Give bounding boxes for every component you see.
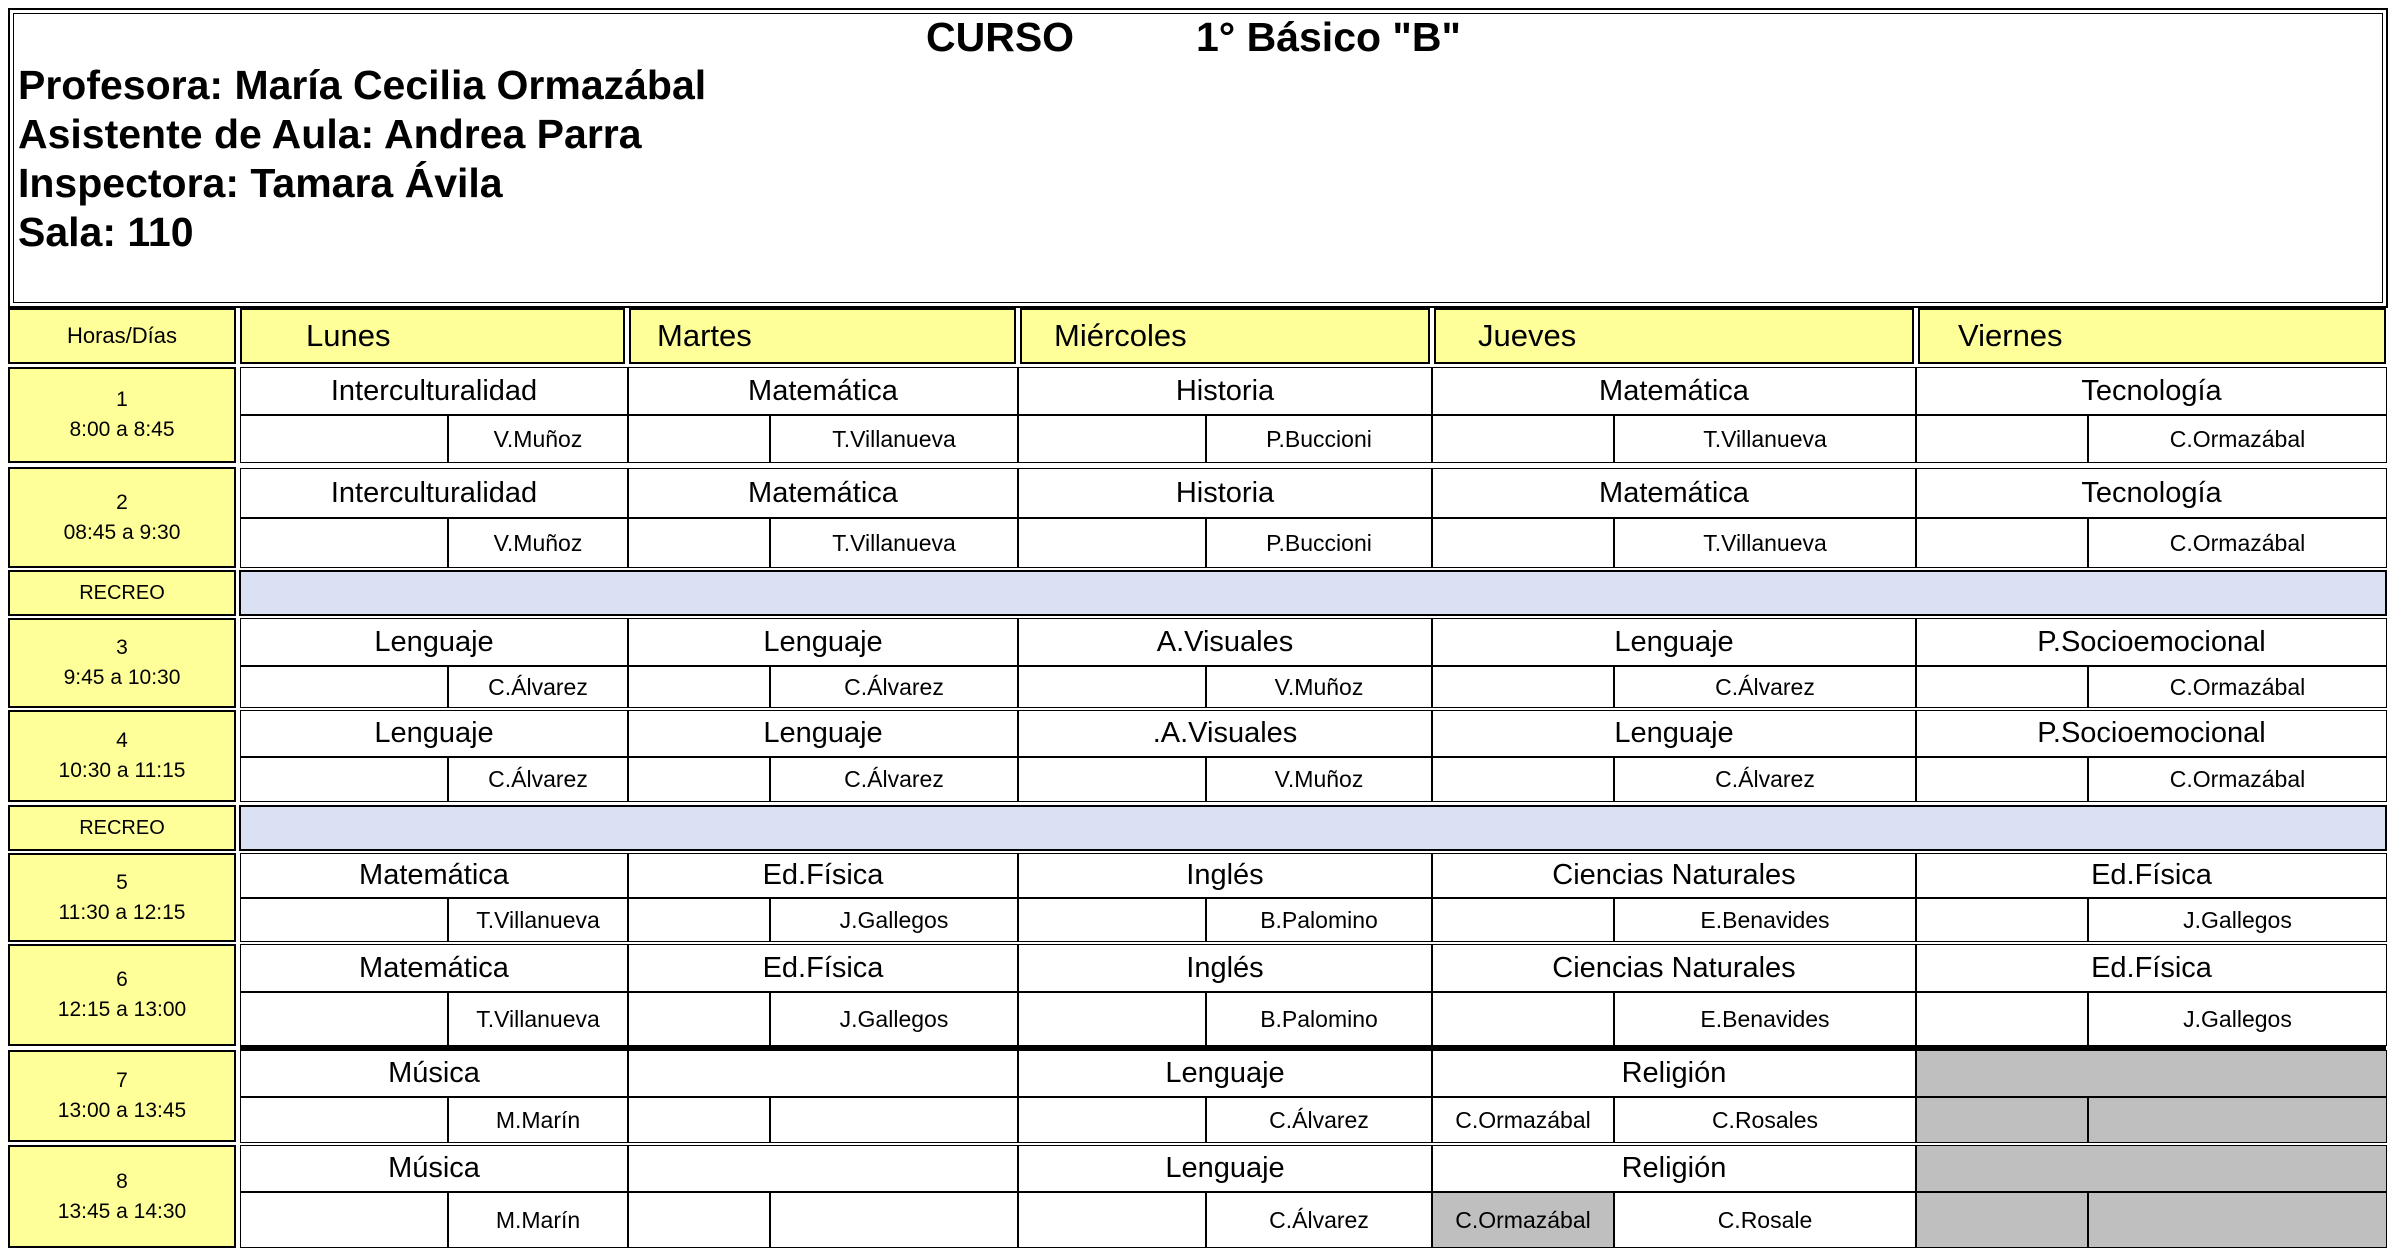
- hour-cell-1: [8, 367, 236, 463]
- teacher-cell-left: [240, 898, 448, 942]
- teacher-cell-lunes: T.Villanueva: [448, 898, 628, 942]
- teacher-cell-miercoles: P.Buccioni: [1206, 415, 1432, 463]
- recreo-band-1: [239, 570, 2387, 616]
- teacher-cell-miercoles: B.Palomino: [1206, 992, 1432, 1046]
- subject-cell-miercoles: A.Visuales: [1018, 618, 1432, 666]
- day-header-viernes: Viernes: [1918, 308, 2386, 364]
- period-number: 5: [116, 870, 128, 894]
- day-header-jueves: Jueves: [1434, 308, 1914, 364]
- corner-header: Horas/Días: [8, 308, 236, 364]
- subject-cell-lunes: Lenguaje: [240, 710, 628, 757]
- period-time: 10:30 a 11:15: [58, 759, 186, 782]
- subject-cell-martes: Ed.Física: [628, 853, 1018, 898]
- teacher-cell-left: [1916, 992, 2088, 1046]
- subject-cell-viernes: Ed.Física: [1916, 853, 2387, 898]
- subject-cell-miercoles: .A.Visuales: [1018, 710, 1432, 757]
- curso-label: CURSO: [926, 14, 1075, 60]
- teacher-cell-left: [1916, 518, 2088, 568]
- teacher-cell-left: [1916, 757, 2088, 802]
- teacher-cell-jueves: C.Rosales: [1614, 1097, 1916, 1143]
- subject-cell-martes: [628, 1145, 1018, 1192]
- teacher-cell-left: [1018, 1097, 1206, 1143]
- teacher-cell-left: [628, 757, 770, 802]
- period-time: 13:45 a 14:30: [57, 1199, 187, 1223]
- day-header-martes: Martes: [629, 308, 1016, 364]
- subject-cell-lunes: Lenguaje: [240, 618, 628, 666]
- teacher-cell-lunes: M.Marín: [448, 1192, 628, 1248]
- teacher-cell-lunes: T.Villanueva: [448, 992, 628, 1046]
- subject-cell-jueves: Religión: [1432, 1145, 1916, 1192]
- subject-cell-viernes: P.Socioemocional: [1916, 618, 2387, 666]
- teacher-cell-lunes: M.Marín: [448, 1097, 628, 1143]
- teacher-cell-left: [1018, 666, 1206, 708]
- teacher-cell-viernes: J.Gallegos: [2088, 898, 2387, 942]
- subject-cell-miercoles: Lenguaje: [1018, 1145, 1432, 1192]
- teacher-cell-left: [628, 1192, 770, 1248]
- day-header-lunes: Lunes: [240, 308, 625, 364]
- teacher-cell-left: [1018, 898, 1206, 942]
- teacher-cell-left: [240, 415, 448, 463]
- subject-cell-lunes: Música: [240, 1145, 628, 1192]
- teacher-cell-left: [628, 518, 770, 568]
- teacher-cell-left: [240, 757, 448, 802]
- teacher-cell-martes: J.Gallegos: [770, 992, 1018, 1046]
- teacher-cell-martes: J.Gallegos: [770, 898, 1018, 942]
- period-number: 8: [116, 1169, 128, 1193]
- teacher-cell-left: [1916, 1192, 2088, 1248]
- subject-cell-viernes: [1916, 1050, 2387, 1097]
- teacher-cell-left: [240, 666, 448, 708]
- teacher-cell-miercoles: P.Buccioni: [1206, 518, 1432, 568]
- subject-cell-martes: Matemática: [628, 468, 1018, 518]
- teacher-cell-viernes: J.Gallegos: [2088, 992, 2387, 1046]
- teacher-cell-left: [1916, 415, 2088, 463]
- teacher-cell-miercoles: C.Álvarez: [1206, 1097, 1432, 1143]
- hour-cell-2: [8, 467, 236, 568]
- period-time: 11:30 a 12:15: [58, 900, 186, 924]
- subject-cell-martes: Lenguaje: [628, 618, 1018, 666]
- subject-cell-miercoles: Inglés: [1018, 853, 1432, 898]
- period-number: 7: [116, 1069, 128, 1092]
- teacher-cell-lunes: C.Álvarez: [448, 757, 628, 802]
- teacher-cell-lunes: V.Muñoz: [448, 518, 628, 568]
- teacher-cell-viernes: C.Ormazábal: [2088, 415, 2387, 463]
- subject-cell-miercoles: Historia: [1018, 367, 1432, 415]
- teacher-cell-left: [1916, 1097, 2088, 1143]
- subject-cell-martes: Ed.Física: [628, 944, 1018, 992]
- period-time: 13:00 a 13:45: [57, 1099, 187, 1122]
- afternoon-separator: [240, 1045, 2386, 1050]
- teacher-cell-left: C.Ormazábal: [1432, 1192, 1614, 1248]
- teacher-cell-left: [1916, 898, 2088, 942]
- recreo-band-2: [239, 805, 2387, 851]
- teacher-cell-miercoles: V.Muñoz: [1206, 666, 1432, 708]
- teacher-cell-jueves: T.Villanueva: [1614, 518, 1916, 568]
- teacher-cell-martes: C.Álvarez: [770, 757, 1018, 802]
- teacher-cell-left: [1018, 415, 1206, 463]
- subject-cell-viernes: Ed.Física: [1916, 944, 2387, 992]
- teacher-cell-jueves: C.Álvarez: [1614, 666, 1916, 708]
- subject-cell-jueves: Ciencias Naturales: [1432, 853, 1916, 898]
- teacher-cell-jueves: C.Álvarez: [1614, 757, 1916, 802]
- subject-cell-martes: [628, 1050, 1018, 1097]
- hour-cell-6: [8, 944, 236, 1046]
- teacher-cell-left: [1018, 518, 1206, 568]
- period-time: 8:00 a 8:45: [69, 418, 175, 441]
- hour-cell-7: [8, 1050, 236, 1142]
- day-header-miercoles: Miércoles: [1020, 308, 1430, 364]
- subject-cell-martes: Lenguaje: [628, 710, 1018, 757]
- subject-cell-viernes: [1916, 1145, 2387, 1192]
- subject-cell-lunes: Interculturalidad: [240, 367, 628, 415]
- teacher-cell-viernes: C.Ormazábal: [2088, 757, 2387, 802]
- teacher-cell-left: [1432, 415, 1614, 463]
- period-time: 12:15 a 13:00: [57, 998, 187, 1021]
- subject-cell-martes: Matemática: [628, 367, 1018, 415]
- teacher-cell-left: [1018, 757, 1206, 802]
- inspector-line: Inspectora: Tamara Ávila: [18, 160, 503, 206]
- period-time: 08:45 a 9:30: [63, 520, 181, 544]
- teacher-cell-viernes: [2088, 1097, 2387, 1143]
- subject-cell-jueves: Matemática: [1432, 367, 1916, 415]
- teacher-cell-left: [628, 666, 770, 708]
- teacher-cell-left: [628, 898, 770, 942]
- period-time: 9:45 a 10:30: [63, 666, 181, 689]
- period-number: 3: [116, 636, 128, 659]
- teacher-cell-left: [1018, 1192, 1206, 1248]
- teacher-cell-miercoles: B.Palomino: [1206, 898, 1432, 942]
- hour-cell-4: [8, 710, 236, 802]
- subject-cell-miercoles: Historia: [1018, 468, 1432, 518]
- subject-cell-miercoles: Inglés: [1018, 944, 1432, 992]
- teacher-cell-miercoles: V.Muñoz: [1206, 757, 1432, 802]
- teacher-cell-jueves: E.Benavides: [1614, 898, 1916, 942]
- teacher-line: Profesora: María Cecilia Ormazábal: [18, 62, 707, 108]
- subject-cell-miercoles: Lenguaje: [1018, 1050, 1432, 1097]
- teacher-cell-martes: C.Álvarez: [770, 666, 1018, 708]
- subject-cell-lunes: Matemática: [240, 944, 628, 992]
- teacher-cell-left: [240, 1192, 448, 1248]
- subject-cell-jueves: Lenguaje: [1432, 710, 1916, 757]
- hour-cell-5: [8, 853, 236, 942]
- subject-cell-jueves: Lenguaje: [1432, 618, 1916, 666]
- teacher-cell-viernes: [2088, 1192, 2387, 1248]
- subject-cell-jueves: Ciencias Naturales: [1432, 944, 1916, 992]
- teacher-cell-left: [1432, 898, 1614, 942]
- teacher-cell-jueves: C.Rosale: [1614, 1192, 1916, 1248]
- period-number: 4: [116, 729, 128, 752]
- teacher-cell-left: [1432, 757, 1614, 802]
- period-number: 2: [116, 490, 128, 514]
- teacher-cell-left: [1018, 992, 1206, 1046]
- room-line: Sala: 110: [18, 209, 194, 255]
- recreo-label-2: RECREO: [8, 805, 236, 851]
- period-number: 6: [116, 968, 128, 991]
- teacher-cell-lunes: C.Álvarez: [448, 666, 628, 708]
- teacher-cell-left: [1432, 666, 1614, 708]
- hour-cell-3: [8, 618, 236, 708]
- hour-cell-8: [8, 1145, 236, 1248]
- subject-cell-jueves: Matemática: [1432, 468, 1916, 518]
- subject-cell-lunes: Música: [240, 1050, 628, 1097]
- teacher-cell-martes: T.Villanueva: [770, 518, 1018, 568]
- teacher-cell-jueves: E.Benavides: [1614, 992, 1916, 1046]
- teacher-cell-jueves: T.Villanueva: [1614, 415, 1916, 463]
- teacher-cell-left: [240, 992, 448, 1046]
- teacher-cell-left: [628, 1097, 770, 1143]
- teacher-cell-martes: T.Villanueva: [770, 415, 1018, 463]
- teacher-cell-left: [628, 992, 770, 1046]
- teacher-cell-left: [1432, 518, 1614, 568]
- recreo-label-1: RECREO: [8, 570, 236, 616]
- assistant-line: Asistente de Aula: Andrea Parra: [18, 111, 642, 157]
- subject-cell-lunes: Matemática: [240, 853, 628, 898]
- teacher-cell-martes: [770, 1192, 1018, 1248]
- teacher-cell-left: C.Ormazábal: [1432, 1097, 1614, 1143]
- teacher-cell-miercoles: C.Álvarez: [1206, 1192, 1432, 1248]
- teacher-cell-viernes: C.Ormazábal: [2088, 666, 2387, 708]
- subject-cell-viernes: Tecnología: [1916, 468, 2387, 518]
- teacher-cell-left: [240, 1097, 448, 1143]
- teacher-cell-martes: [770, 1097, 1018, 1143]
- teacher-cell-left: [1432, 992, 1614, 1046]
- teacher-cell-viernes: C.Ormazábal: [2088, 518, 2387, 568]
- course-name: 1° Básico "B": [1196, 14, 1461, 60]
- subject-cell-jueves: Religión: [1432, 1050, 1916, 1097]
- teacher-cell-lunes: V.Muñoz: [448, 415, 628, 463]
- teacher-cell-left: [628, 415, 770, 463]
- subject-cell-lunes: Interculturalidad: [240, 468, 628, 518]
- subject-cell-viernes: Tecnología: [1916, 367, 2387, 415]
- teacher-cell-left: [1916, 666, 2088, 708]
- subject-cell-viernes: P.Socioemocional: [1916, 710, 2387, 757]
- period-number: 1: [116, 388, 128, 411]
- teacher-cell-left: [240, 518, 448, 568]
